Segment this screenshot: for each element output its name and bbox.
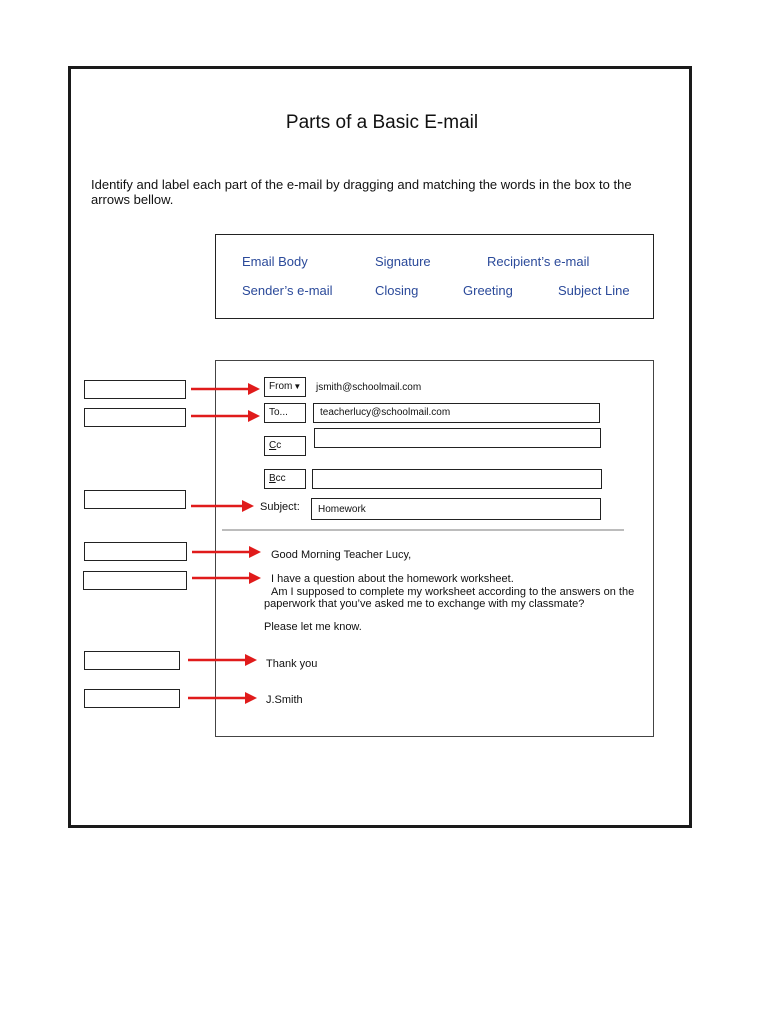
bcc-label-rest: cc	[275, 473, 286, 484]
word-greeting[interactable]: Greeting	[463, 283, 513, 298]
from-dropdown[interactable]	[264, 377, 306, 397]
page-title: Parts of a Basic E-mail	[285, 112, 479, 133]
answer-box-2[interactable]	[84, 408, 186, 427]
word-senders-email[interactable]: Sender’s e-mail	[242, 283, 333, 298]
word-bank	[215, 234, 654, 319]
from-label: From	[269, 381, 293, 392]
answer-box-4[interactable]	[84, 542, 187, 561]
to-field[interactable]: teacherlucy@schoolmail.com	[313, 403, 600, 423]
bcc-button[interactable]	[264, 469, 306, 489]
email-closing: Thank you	[266, 658, 318, 670]
word-recipients-email[interactable]: Recipient’s e-mail	[487, 254, 590, 269]
word-email-body[interactable]: Email Body	[242, 254, 308, 269]
arrow-icon	[187, 653, 259, 667]
arrow-icon	[191, 571, 263, 585]
subject-field[interactable]: Homework	[311, 498, 601, 520]
email-body-line-2: Am I supposed to complete my worksheet according to the answers on the	[271, 586, 635, 598]
answer-box-3[interactable]	[84, 490, 186, 509]
word-signature[interactable]: Signature	[375, 254, 431, 269]
instructions-text: Identify and label each part of the e-mail by dragging and matching the words in the box to the arrows bellow.	[91, 177, 632, 207]
to-button[interactable]: To...	[264, 403, 306, 423]
email-body-line-1: I have a question about the homework worksheet.	[271, 573, 514, 585]
cc-field[interactable]	[314, 428, 601, 448]
divider	[222, 529, 624, 531]
from-value: jsmith@schoolmail.com	[316, 382, 422, 393]
cc-button[interactable]	[264, 436, 306, 456]
arrow-icon	[190, 409, 262, 423]
answer-box-7[interactable]	[84, 689, 180, 708]
answer-box-6[interactable]	[84, 651, 180, 670]
email-body-line-3: paperwork that you’ve asked me to exchange with my classmate?	[264, 598, 585, 610]
answer-box-1[interactable]	[84, 380, 186, 399]
arrow-icon	[191, 545, 263, 559]
cc-label-underlined: C	[269, 440, 277, 451]
cc-label-rest: c	[276, 440, 282, 451]
chevron-down-icon: ▼	[293, 382, 302, 391]
arrow-icon	[187, 691, 259, 705]
bcc-label-underlined: B	[269, 473, 276, 484]
word-closing[interactable]: Closing	[375, 283, 419, 298]
email-signature: J.Smith	[266, 694, 303, 706]
subject-label: Subject:	[260, 501, 300, 513]
word-subject-line[interactable]: Subject Line	[558, 283, 630, 298]
arrow-icon	[190, 382, 262, 396]
email-greeting: Good Morning Teacher Lucy,	[271, 549, 412, 561]
bcc-field[interactable]	[312, 469, 602, 489]
answer-box-5[interactable]	[83, 571, 187, 590]
arrow-icon	[190, 499, 256, 513]
email-body-line-4: Please let me know.	[264, 621, 362, 633]
